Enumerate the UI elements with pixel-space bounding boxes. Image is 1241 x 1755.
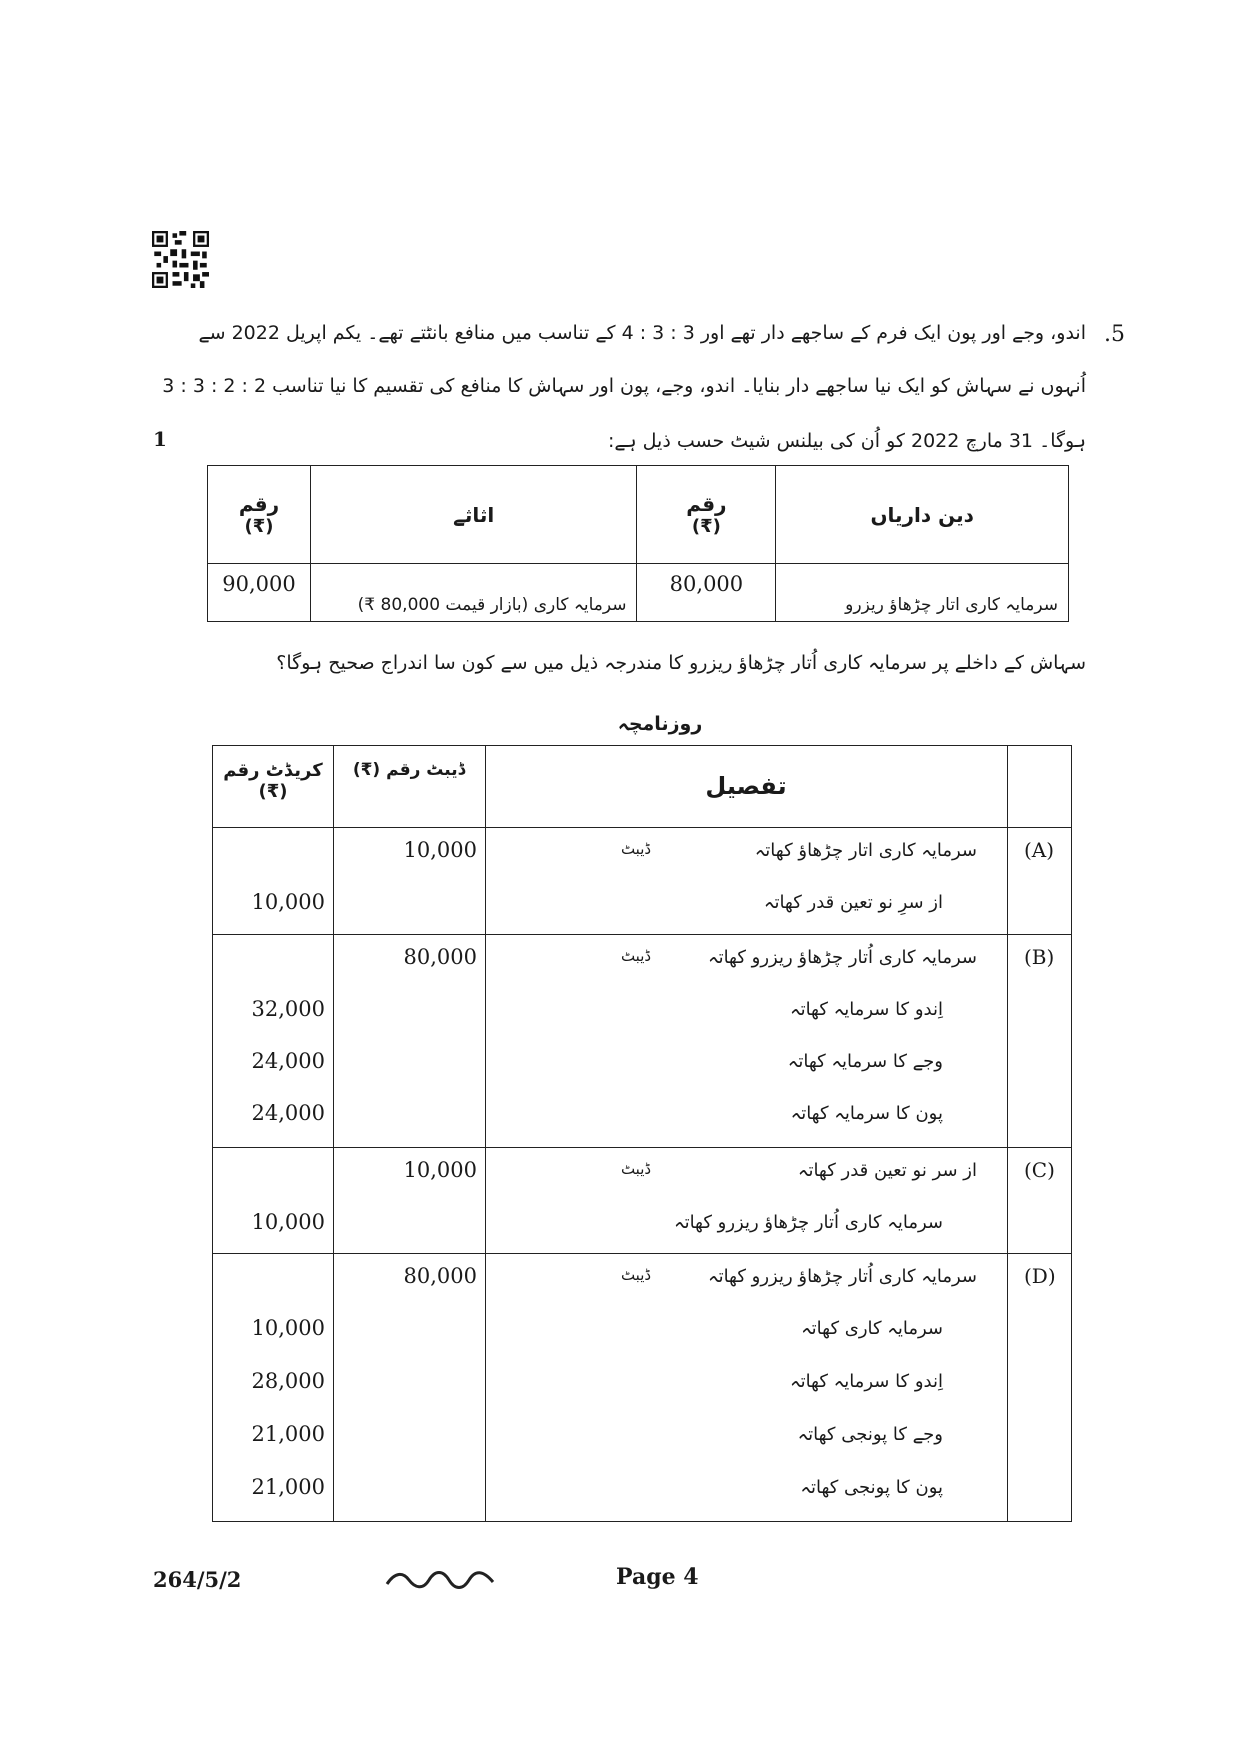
page-number: Page 4 <box>616 1564 699 1590</box>
journal-entry <box>213 880 1007 932</box>
journal-entry <box>213 1254 1007 1306</box>
entry-account: پون کا سرمایہ کھاتہ <box>790 1103 943 1124</box>
option-label: (A) <box>1024 838 1055 862</box>
entry-debit-amount: 10,000 <box>403 1158 477 1182</box>
entry-account: اِندو کا سرمایہ کھاتہ <box>790 1371 943 1392</box>
option-a <box>213 828 1071 935</box>
entry-credit-amount: 24,000 <box>251 1101 325 1125</box>
option-c <box>213 1148 1071 1254</box>
bs-header-asset-rupee: (₹) <box>244 516 274 537</box>
bs-header-liability-amount <box>637 466 776 564</box>
question-line-1: اندو، وجے اور پون ایک فرم کے ساجھے دار تھے اور 3 : 3 : 4 کے تناسب میں منافع بانٹتے تھے۔ یکم اپریل 2022 سے <box>198 322 1086 344</box>
entry-account: از سرِ نو تعین قدر کھاتہ <box>763 892 943 913</box>
journal-header-credit-label: کریڈٹ رقم <box>223 760 323 781</box>
journal-entry <box>213 1359 1007 1411</box>
bs-header-liabilities-label: دین داریاں <box>870 502 974 527</box>
entry-credit-amount: 24,000 <box>251 1049 325 1073</box>
bs-header-liability-rupee: (₹) <box>691 516 721 537</box>
journal-entry <box>213 1039 1007 1091</box>
bs-asset: سرمایہ کاری (بازار قیمت 80,000 ₹) <box>310 564 637 622</box>
journal-entry <box>213 1091 1007 1143</box>
entry-account: از سر نو تعین قدر کھاتہ <box>797 1160 977 1181</box>
paper-code: 264/5/2 <box>153 1567 242 1592</box>
entry-account: اِندو کا سرمایہ کھاتہ <box>790 999 943 1020</box>
journal-header-particulars: تفصیل <box>705 772 787 800</box>
bs-header-assets <box>310 466 637 564</box>
entry-credit-amount: 10,000 <box>251 1316 325 1340</box>
bs-asset-amount: 90,000 <box>208 564 311 622</box>
qr-code <box>152 231 209 288</box>
journal-entry <box>213 1200 1007 1252</box>
entry-account: وجے کا پونجی کھاتہ <box>797 1424 943 1445</box>
entry-dr-label: ڈیبٹ <box>620 947 652 965</box>
entry-credit-amount: 10,000 <box>251 890 325 914</box>
entry-account: سرمایہ کاری اُتار چڑھاؤ ریزرو کھاتہ <box>708 947 977 968</box>
journal-header-credit-rupee: (₹) <box>258 781 288 802</box>
entry-account: سرمایہ کاری اتار چڑھاؤ کھاتہ <box>754 840 977 861</box>
entry-account: سرمایہ کاری اُتار چڑھاؤ ریزرو کھاتہ <box>708 1266 977 1287</box>
bs-header-assets-label: اثاثے <box>453 502 495 527</box>
question-marks: 1 <box>153 427 167 451</box>
bs-header-liability-amount-label: رقم <box>686 492 727 516</box>
entry-account: سرمایہ کاری اُتار چڑھاؤ ریزرو کھاتہ <box>674 1212 943 1233</box>
entry-debit-amount: 80,000 <box>403 1264 477 1288</box>
journal-entry <box>213 1465 1007 1517</box>
journal-title: روزنامچہ <box>617 713 703 735</box>
entry-debit-amount: 10,000 <box>403 838 477 862</box>
journal-table <box>212 745 1072 1522</box>
question-ask: سہاش کے داخلے پر سرمایہ کاری اُتار چڑھاؤ ریزرو کا مندرجہ ذیل میں سے کون سا اندراج صحیح ہوگا؟ <box>276 652 1086 674</box>
entry-credit-amount: 32,000 <box>251 997 325 1021</box>
journal-entry <box>213 1148 1007 1200</box>
entry-credit-amount: 21,000 <box>251 1422 325 1446</box>
entry-credit-amount: 21,000 <box>251 1475 325 1499</box>
journal-entry <box>213 987 1007 1039</box>
entry-dr-label: ڈیبٹ <box>620 840 652 858</box>
option-label: (C) <box>1024 1158 1055 1182</box>
journal-header-debit: ڈیبٹ رقم (₹) <box>352 760 466 780</box>
entry-account: پون کا پونجی کھاتہ <box>800 1477 943 1498</box>
option-d <box>213 1254 1071 1523</box>
bs-header-liabilities <box>776 466 1069 564</box>
entry-credit-amount: 28,000 <box>251 1369 325 1393</box>
journal-header-credit <box>213 746 333 828</box>
bs-header-asset-amount <box>208 466 311 564</box>
balance-sheet-table <box>207 465 1069 622</box>
option-label: (D) <box>1024 1264 1056 1288</box>
entry-dr-label: ڈیبٹ <box>620 1266 652 1284</box>
bs-liability-amount: 80,000 <box>637 564 776 622</box>
entry-debit-amount: 80,000 <box>403 945 477 969</box>
entry-credit-amount: 10,000 <box>251 1210 325 1234</box>
entry-account: وجے کا سرمایہ کھاتہ <box>787 1051 943 1072</box>
bs-liability: سرمایہ کاری اتار چڑھاؤ ریزرو <box>776 564 1069 622</box>
question-number: .5 <box>1104 322 1125 347</box>
squiggle-divider <box>385 1566 497 1594</box>
entry-account: سرمایہ کاری کھاتہ <box>801 1318 943 1339</box>
journal-header <box>213 746 1071 828</box>
journal-entry <box>213 828 1007 880</box>
bs-header-asset-amount-label: رقم <box>238 492 280 516</box>
question-line-2: اُنہوں نے سہاش کو ایک نیا ساجھے دار بنایا۔ اندو، وجے، پون اور سہاش کا منافع کی تقسیم کا نیا تناسب 2 : 2 : 3 : 3 <box>162 375 1086 397</box>
entry-dr-label: ڈیبٹ <box>620 1160 652 1178</box>
journal-entry <box>213 1306 1007 1358</box>
journal-entry <box>213 1412 1007 1464</box>
option-b <box>213 935 1071 1148</box>
option-label: (B) <box>1024 945 1055 969</box>
journal-entry <box>213 935 1007 987</box>
question-line-3: ہوگا۔ 31 مارچ 2022 کو اُن کی بیلنس شیٹ حسب ذیل ہے: <box>607 430 1086 452</box>
